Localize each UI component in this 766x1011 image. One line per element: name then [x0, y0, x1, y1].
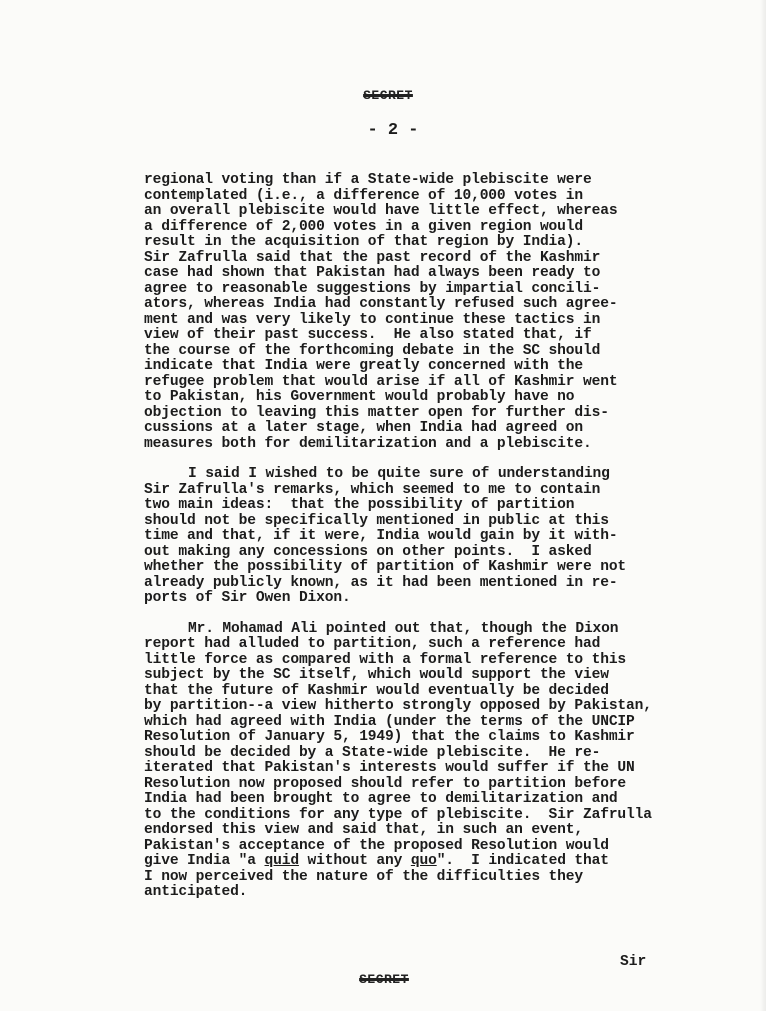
underlined-word-quo: quo: [410, 853, 437, 869]
text-line-quid-pro-quo: [144, 854, 734, 870]
text-line: a difference of 2,000 votes in a given region would: [144, 218, 583, 235]
text-line: which had agreed with India (under the terms of the UNCIP: [144, 713, 635, 730]
text-line: Sir Zafrulla said that the past record of the Kashmir: [144, 249, 601, 266]
document-body: [144, 173, 734, 901]
text-line: time and that, if it were, India would gain by it with-: [144, 528, 618, 544]
paragraph-3: [144, 622, 734, 901]
catchword: Sir: [620, 954, 647, 970]
text-line: already publicly known, as it had been mentioned in re-: [144, 574, 618, 591]
page-edge-shadow: [760, 0, 766, 1011]
text-line: endorsed this view and said that, in such an event,: [144, 822, 583, 838]
text-line: I said I wished to be quite sure of understanding: [188, 466, 610, 482]
text-line: Resolution now proposed should refer to partition before: [144, 775, 627, 792]
text-line: to Pakistan, his Government would probably have no: [144, 389, 575, 405]
text-line: Pakistan's acceptance of the proposed Resolution would: [144, 837, 609, 854]
text-line: case had shown that Pakistan had always been ready to: [144, 265, 601, 281]
classification-marking-bottom: SECRET: [359, 972, 409, 987]
text-line: ators, whereas India had constantly refused such agree-: [144, 296, 618, 312]
text-line: agree to reasonable suggestions by impartial concili-: [144, 280, 601, 297]
text-line: whether the possibility of partition of Kashmir were not: [144, 559, 627, 575]
text-line: out making any concessions on other points. I asked: [144, 543, 592, 560]
text-segment: give India "a: [144, 853, 265, 869]
text-line: to the conditions for any type of plebiscite. Sir Zafrulla: [144, 806, 652, 823]
text-line: India had been brought to agree to demilitarization and: [144, 791, 618, 807]
text-line: Mr. Mohamad Ali pointed out that, though the Dixon: [188, 620, 619, 637]
text-line: should not be specifically mentioned in public at this: [144, 512, 609, 529]
text-line: Resolution of January 5, 1949) that the claims to Kashmir: [144, 729, 635, 745]
text-line: anticipated.: [144, 884, 248, 900]
text-line: I now perceived the nature of the difficulties they: [144, 868, 583, 885]
text-segment: without any: [298, 853, 411, 869]
text-line: refugee problem that would arise if all of Kashmir went: [144, 373, 618, 390]
page-number: - 2 -: [367, 121, 419, 140]
text-line: two main ideas: that the possibility of partition: [144, 497, 575, 513]
underlined-word-quid: quid: [264, 853, 299, 869]
text-line: measures both for demilitarization and a plebiscite.: [144, 435, 592, 452]
paragraph-1: [144, 173, 734, 452]
text-line: indicate that India were greatly concerned with the: [144, 358, 583, 374]
text-line: result in the acquisition of that region by India).: [144, 234, 583, 250]
text-line: objection to leaving this matter open for further dis-: [144, 404, 609, 421]
text-line: subject by the SC itself, which would support the view: [144, 667, 609, 683]
text-line: cussions at a later stage, when India had agreed on: [144, 420, 583, 436]
text-line: ment and was very likely to continue these tactics in: [144, 311, 601, 328]
text-line: regional voting than if a State-wide plebiscite were: [144, 172, 592, 188]
text-line: report had alluded to partition, such a reference had: [144, 636, 601, 652]
classification-marking-top: SECRET: [363, 88, 413, 103]
text-segment: ". I indicated that: [436, 853, 609, 869]
text-line: little force as compared with a formal reference to this: [144, 651, 627, 668]
text-line: view of their past success. He also stated that, if: [144, 327, 592, 343]
text-line: should be decided by a State-wide plebiscite. He re-: [144, 744, 601, 761]
text-line: Sir Zafrulla's remarks, which seemed to me to contain: [144, 481, 601, 498]
text-line: contemplated (i.e., a difference of 10,000 votes in: [144, 187, 583, 204]
text-line: by partition--a view hitherto strongly opposed by Pakistan,: [144, 698, 652, 714]
paragraph-2: [144, 467, 734, 607]
text-line: iterated that Pakistan's interests would suffer if the UN: [144, 760, 635, 776]
text-line: the course of the forthcoming debate in the SC should: [144, 342, 601, 359]
text-line: that the future of Kashmir would eventually be decided: [144, 682, 609, 699]
text-line: an overall plebiscite would have little effect, whereas: [144, 203, 618, 219]
text-line: ports of Sir Owen Dixon.: [144, 590, 351, 606]
